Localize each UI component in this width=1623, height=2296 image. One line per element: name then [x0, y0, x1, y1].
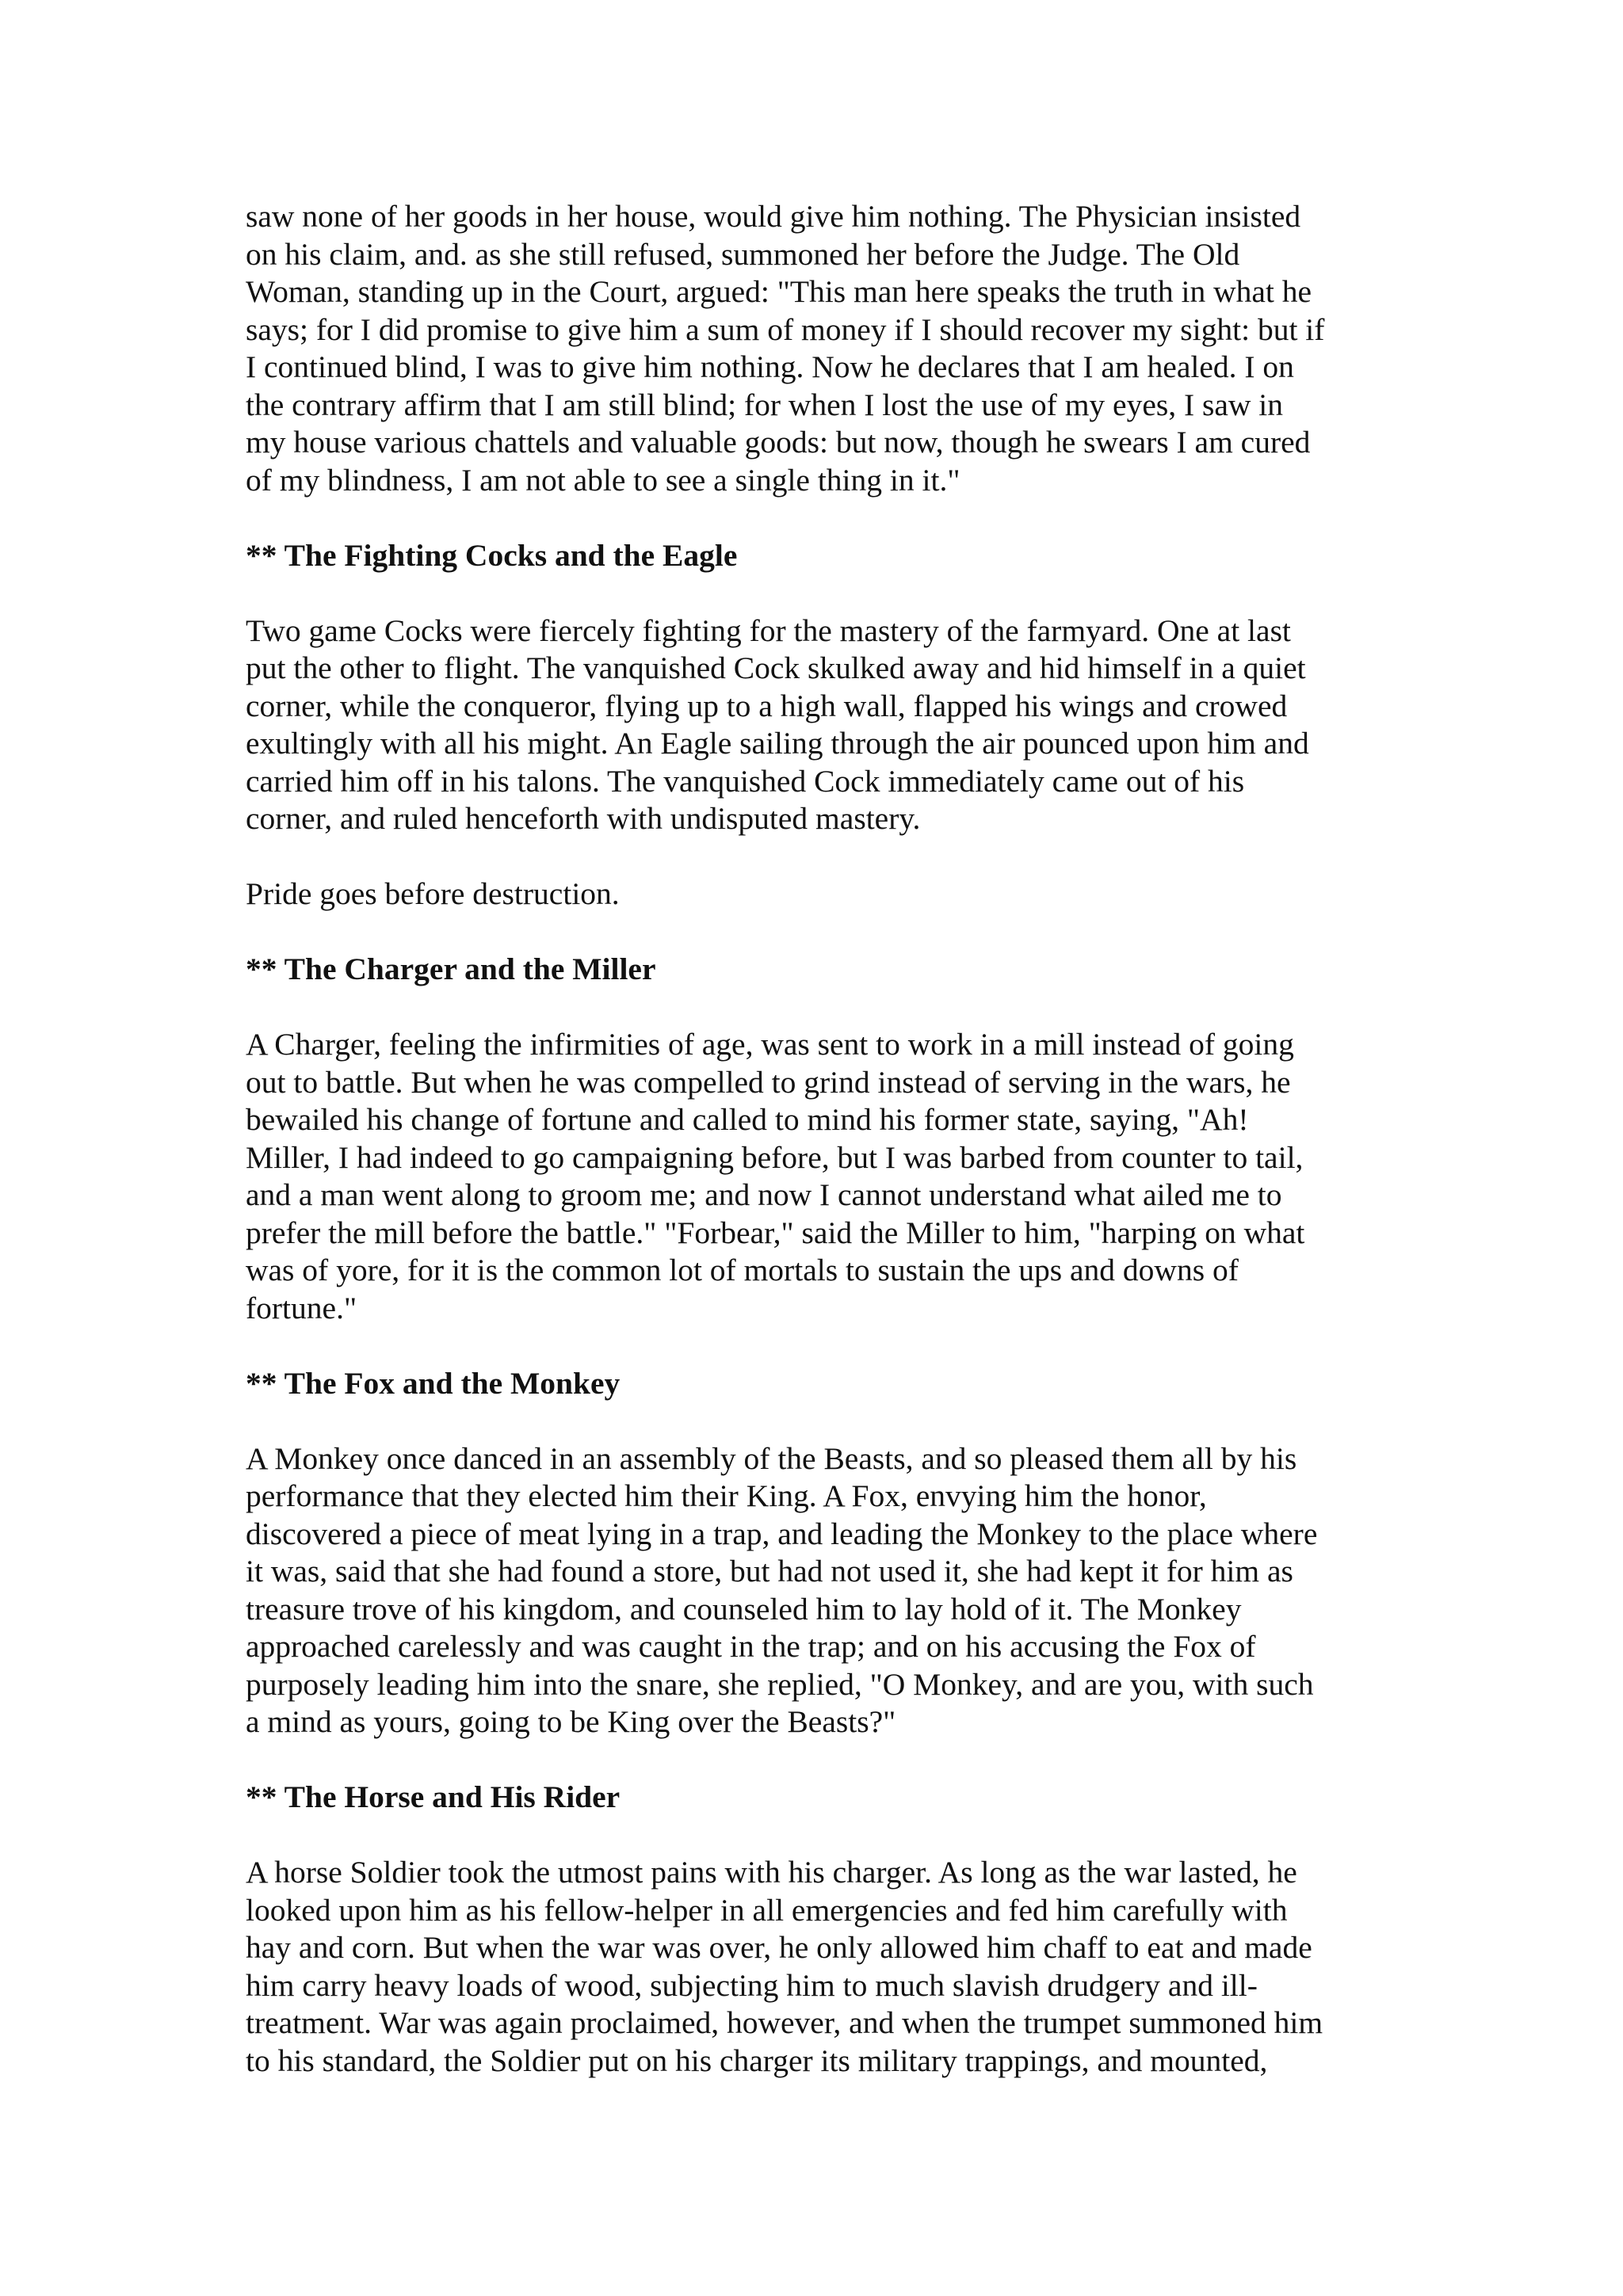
text-line: it was, said that she had found a store, but had not used it, she had kept it for him as — [246, 1554, 1293, 1589]
text-line: corner, and ruled henceforth with undisputed mastery. — [246, 801, 921, 836]
heading-text: ** The Horse and His Rider — [246, 1779, 621, 1814]
text-line: treasure trove of his kingdom, and counseled him to lay hold of it. The Monkey — [246, 1591, 1242, 1627]
heading-text: ** The Fighting Cocks and the Eagle — [246, 537, 738, 573]
text-line: purposely leading him into the snare, she replied, "O Monkey, and are you, with such — [246, 1666, 1314, 1702]
text-line: A horse Soldier took the utmost pains with his charger. As long as the war lasted, he — [246, 1855, 1297, 1890]
text-line: approached carelessly and was caught in the trap; and on his accusing the Fox of — [246, 1629, 1256, 1664]
text-line: prefer the mill before the battle." "Forbear," said the Miller to him, "harping on what — [246, 1215, 1305, 1250]
text-line: treatment. War was again proclaimed, however, and when the trumpet summoned him — [246, 2005, 1323, 2040]
paragraph-spacer — [246, 1327, 1395, 1365]
text-line: A Monkey once danced in an assembly of the Beasts, and so pleased them all by his — [246, 1440, 1297, 1476]
fable-title — [246, 951, 1395, 989]
text-line: the contrary affirm that I am still blind; for when I lost the use of my eyes, I saw in — [246, 387, 1284, 422]
paragraph-spacer — [246, 574, 1395, 612]
text-line: saw none of her goods in her house, would give him nothing. The Physician insisted — [246, 199, 1301, 234]
body-paragraph — [246, 1440, 1395, 1741]
document-body — [246, 198, 1395, 2080]
text-line: was of yore, for it is the common lot of mortals to sustain the ups and downs of — [246, 1253, 1239, 1287]
paragraph-spacer — [246, 989, 1395, 1027]
text-line: I continued blind, I was to give him nothing. Now he declares that I am healed. I on — [246, 349, 1294, 384]
text-line: A Charger, feeling the infirmities of age, was sent to work in a mill instead of going — [246, 1027, 1294, 1062]
text-line: bewailed his change of fortune and called to mind his former state, saying, "Ah! — [246, 1102, 1249, 1137]
fable-title — [246, 1779, 1395, 1817]
text-line: Miller, I had indeed to go campaigning before, but I was barbed from counter to tail, — [246, 1139, 1304, 1175]
text-line: and a man went along to groom me; and now I cannot understand what ailed me to — [246, 1177, 1282, 1212]
text-line: fortune." — [246, 1290, 357, 1325]
body-paragraph — [246, 1854, 1395, 2080]
text-line: on his claim, and. as she still refused, summoned her before the Judge. The Old — [246, 236, 1240, 272]
body-paragraph — [246, 198, 1395, 499]
text-line: put the other to flight. The vanquished Cock skulked away and hid himself in a quiet — [246, 650, 1306, 685]
heading-text: ** The Fox and the Monkey — [246, 1365, 621, 1401]
paragraph-spacer — [246, 838, 1395, 876]
text-line: Pride goes before destruction. — [246, 876, 620, 911]
text-line: out to battle. But when he was compelled to grind instead of serving in the wars, he — [246, 1064, 1291, 1100]
fable-title — [246, 1365, 1395, 1403]
text-line: of my blindness, I am not able to see a single thing in it." — [246, 462, 960, 498]
body-paragraph — [246, 612, 1395, 838]
text-line: corner, while the conqueror, flying up to a high wall, flapped his wings and crowed — [246, 688, 1288, 723]
text-line: discovered a piece of meat lying in a trap, and leading the Monkey to the place where — [246, 1516, 1318, 1551]
text-line: to his standard, the Soldier put on his charger its military trappings, and mounted, — [246, 2042, 1268, 2078]
text-line: Two game Cocks were fiercely fighting for the mastery of the farmyard. One at last — [246, 612, 1291, 648]
paragraph-spacer — [246, 1741, 1395, 1779]
paragraph-spacer — [246, 1817, 1395, 1855]
text-line: looked upon him as his fellow-helper in all emergencies and fed him carefully with — [246, 1892, 1288, 1928]
text-line: a mind as yours, going to be King over the Beasts?" — [246, 1704, 896, 1739]
paragraph-spacer — [246, 1402, 1395, 1440]
heading-text: ** The Charger and the Miller — [246, 952, 656, 986]
text-line: says; for I did promise to give him a sum of money if I should recover my sight: but if — [246, 311, 1325, 347]
body-paragraph — [246, 1026, 1395, 1327]
fable-title — [246, 537, 1395, 575]
paragraph-spacer — [246, 913, 1395, 952]
text-line: performance that they elected him their King. A Fox, envying him the honor, — [246, 1478, 1207, 1513]
paragraph-spacer — [246, 499, 1395, 537]
text-line: Woman, standing up in the Court, argued: "This man here speaks the truth in what he — [246, 274, 1312, 309]
text-line: hay and corn. But when the war was over, he only allowed him chaff to eat and made — [246, 1930, 1312, 1965]
body-paragraph — [246, 875, 1395, 913]
text-line: carried him off in his talons. The vanquished Cock immediately came out of his — [246, 763, 1245, 799]
text-line: my house various chattels and valuable goods: but now, though he swears I am cured — [246, 425, 1311, 460]
text-line: him carry heavy loads of wood, subjecting him to much slavish drudgery and ill- — [246, 1967, 1258, 2003]
text-line: exultingly with all his might. An Eagle sailing through the air pounced upon him and — [246, 726, 1309, 761]
